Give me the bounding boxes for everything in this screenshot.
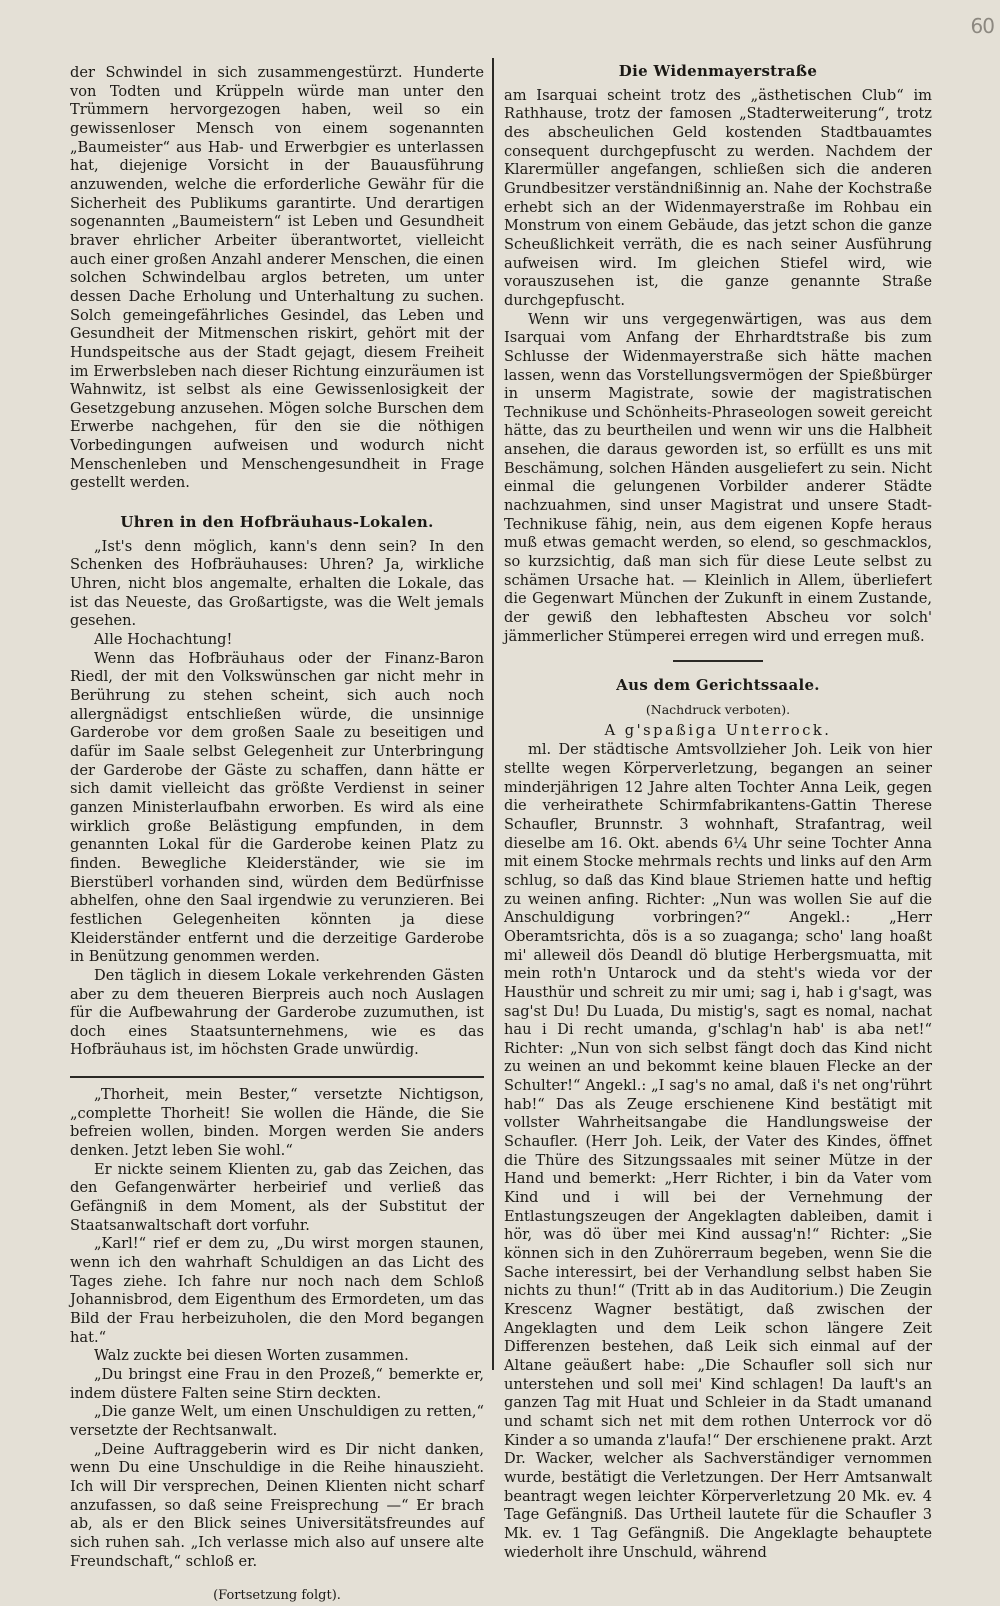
right-column <box>504 64 932 1562</box>
heading-gerichtssaale: Aus dem Gerichtssaale. <box>616 676 820 695</box>
heading-uhren: Uhren in den Hofbräuhaus-Lokalen. <box>120 513 434 532</box>
gericht-paragraph-1: ml. Der städtische Amtsvollzieher Joh. Leik von hier stellte wegen Körperverletzung, begangen an seiner minderjährigen 12 Jahre alten Tochter Anna Leik, gegen die verheirathete Schirmfabrikantens-Gattin Therese Schaufler, Brunnstr. 3 wohnhaft, Strafantrag, weil dieselbe am 16. Okt. abends 6¼ Uhr seine Tochter Anna mit einem Stocke mehrmals rechts und links auf den Arm schlug, so daß das Kind blaue Striemen hatte und heftig zu weinen anfing. Richter: „Nun was wollen Sie auf die Anschuldigung vorbringen?“ Angekl.: „Herr Oberamtsrichta, dös is a so zuaganga; scho' lang hoaßt mi' alleweil dös Deandl dö blutige Herbergsmuatta, mit mein roth'n Untarock und da steht's wieda vor der Hausthür und schreit zu mir umi; sag i, hab i g'sagt, was sag'st Du! Du Luada, Du mistig's, sagt es nomal, nachat hau i Di recht umanda, g'schlag'n hab' is aba net!“ Richter: „Nun von sich selbst fängt doch das Kind nicht zu weinen an und bekommt keine blauen Flecke an der Schulter!“ Angekl.: „I sag's no amal, daß i's net ong'rührt hab!“ Das als Zeuge erschienene Kind bestätigt mit vollster Wahrheitsangabe die Handlungsweise der Schaufler. (Herr Joh. Leik, der Vater des Kindes, öffnet die Thüre des Sitzungssaales mit seiner Mütze in der Hand und bemerkt: „Herr Richter, i bin da Vater vom Kind und i will bei der Vernehmung der Entlastungszeugen der Angeklagten dableiben, damit i hör, was dö über mei Kind aussag'n!“ Richter: „Sie können sich in den Zuhörerraum begeben, wenn Sie die Sache interessirt, bei der Verhandlung selbst haben Sie nichts zu thun!“ (Tritt ab in das Auditorium.) Die Zeugin Krescenz Wagner bestätigt, daß zwischen der Angeklagten und dem Leik schon längere Zeit Differenzen bestehen, daß Leik sich einmal auf der Altane geäußert habe: „Die Schaufler soll sich nur unterstehen und soll mei' Kind schlagen! Da lauft's an ganzen Tag mit Huat und Schleier in da Stadt umanand und schamt sich net mit dem rothen Unterrock vor dö Kinder a so umanda z'laufa!“ Der erschienene prakt. Arzt Dr. Wacker, welcher als Sachverständiger vernommen wurde, bestätigt die Verletzungen. Der Herr Amtsanwalt beantragt wegen leichter Körperverletzung 20 Mk. ev. 4 Tage Gefängniß. Das Urtheil lautete für die Schaufler 3 Mk. ev. 1 Tag Gefängniß. Die Angeklagte behauptete wiederholt ihre Unschuld, während <box>504 741 932 1561</box>
novel-paragraph-5: „Du bringst eine Frau in den Prozeß,“ bemerkte er, indem düstere Falten seine Stirn deckten. <box>70 1365 484 1402</box>
uhren-paragraph-4: Den täglich in diesem Lokale verkehrenden Gästen aber zu dem theueren Bierpreis auch noch Auslagen für die Aufbewahrung der Garderobe zuzumuthen, ist doch eines Staatsunternehmens, wie es das Hofbräuhaus ist, im höchsten Grade unwürdig. <box>70 966 484 1059</box>
novel-paragraph-3: „Karl!“ rief er dem zu, „Du wirst morgen staunen, wenn ich den wahrhaft Schuldigen an das Licht des Tages ziehe. Ich fahre nur noch nach dem Schloß Johannisbrod, dem Eigenthum des Ermordeten, um das Bild der Frau herbeizuholen, die den Mord begangen hat.“ <box>70 1235 484 1346</box>
widen-paragraph-2: Wenn wir uns vergegenwärtigen, was aus dem Isarquai vom Anfang der Ehrhardtstraße bis zum Schlusse der Widenmayerstraße sich hätte machen lassen, wenn das Vorstellungsvermögen der Spießbürger in unserm Magistrate, sowie der magistratischen Technikuse und Schönheits-Phraseologen soweit gereicht hätte, das zu beurtheilen und wenn wir uns die Halbheit ansehen, die daraus geworden ist, so erfüllt es uns mit Beschämung, solchen Händen ausgeliefert zu sein. Nicht einmal die gelungenen Vorbilder anderer Städte nachzuahmen, sind unser Magistrat und unsere Stadt-Technikuse fähig, nein, aus dem eigenen Kopfe heraus muß etwas gemacht werden, so elend, so geschmacklos, so kurzsichtig, daß man sich für diese Leute selbst zu schämen Ursache hat. — Kleinlich in Allem, überliefert die Gegenwart München der Zukunft in einem Zustande, der gewiß den lebhaftesten Abscheu vor solch' jämmerlicher Stümperei erregen wird und erregen muß. <box>504 310 932 645</box>
article-continuation: der Schwindel in sich zusammengestürzt. Hunderte von Todten und Krüppeln würde man unter den Trümmern hervorgezogen haben, weil so ein gewissenloser Mensch von einem sogenannten „Baumeister“ aus Hab- und Erwerbgier es unterlassen hat, diejenige Vorsicht in der Bauausführung anzuwenden, welche die erforderliche Gewähr für die Sicherheit des Publikums garantirte. Und derartigen sogenannten „Baumeistern“ ist Leben und Gesundheit braver ehrlicher Arbeiter überantwortet, vielleicht auch einer großen Anzahl anderer Menschen, die einen solchen Schwindelbau arglos betreten, um unter dessen Dache Erholung und Unterhaltung zu suchen. Solch gemeingefährliches Gesindel, das Leben und Gesundheit der Mitmenschen riskirt, gehört mit der Hundspeitsche aus der Stadt gejagt, diesem Freiheit im Erwerbsleben nach dieser Richtung einzuräumen ist Wahnwitz, ist selbst als eine Gewissenlosigkeit der Gesetzgebung anzusehen. Mögen solche Burschen dem Erwerbe nachgehen, für den sie die nöthigen Vorbedingungen aufweisen und wodurch nicht Menschenleben und Menschengesundheit in Frage gestellt werden. <box>70 64 484 492</box>
column-rule <box>492 58 494 1370</box>
section-divider <box>70 1076 484 1078</box>
novel-paragraph-1: „Thorheit, mein Bester,“ versetzte Nichtigson, „complette Thorheit! Sie wollen die Hände, die Sie befreien wollen, binden. Morgen werden Sie anders denken. Jetzt leben Sie wohl.“ <box>70 1086 484 1160</box>
heading-widenmayerstrasse: Die Widenmayerstraße <box>618 62 818 80</box>
article-subtitle: A g'spaßiga Unterrock. <box>604 721 832 739</box>
novel-paragraph-6: „Die ganze Welt, um einen Unschuldigen zu retten,“ versetzte der Rechtsanwalt. <box>70 1403 484 1439</box>
reprint-note: (Nachdruck verboten). <box>645 702 791 717</box>
uhren-paragraph-2: Alle Hochachtung! <box>94 631 233 649</box>
novel-paragraph-7: „Deine Auftraggeberin wird es Dir nicht danken, wenn Du eine Unschuldige in die Reihe hinauszieht. Ich will Dir versprechen, Deinen Klienten nicht scharf anzufassen, so daß seine Freisprechung —“ Er brach ab, als er den Blick seines Universitätsfreundes auf sich ruhen sah. „Ich verlasse mich also auf unsere alte Freundschaft,“ schloß er. <box>70 1440 484 1570</box>
uhren-paragraph-3: Wenn das Hofbräuhaus oder der Finanz-Baron Riedl, der mit den Volkswünschen gar nicht mehr in Berührung zu stehen scheint, sich auch noch allergnädigst entschließen würde, die unsinnige Garderobe vor dem großen Saale zu beseitigen und dafür im Saale selbst Gelegenheit zur Unterbringung der Garderobe der Gäste zu schaffen, dann hätte er sich damit vielleicht das größte Verdienst in seiner ganzen Ministerlaufbahn erworben. Es wird als eine wirklich große Belästigung empfunden, in dem genannten Lokal für die Garderobe keinen Platz zu finden. Bewegliche Kleiderständer, wie sie im Bierstüberl vorhanden sind, würden dem Bedürfnisse abhelfen, ohne den Saal irgendwie zu verunzieren. Bei festlichen Gelegenheiten könnten ja diese Kleiderständer entfernt und die derzeitige Garderobe in Benützung genommen werden. <box>70 649 484 966</box>
novel-paragraph-2: Er nickte seinem Klienten zu, gab das Zeichen, das den Gefangenwärter herbeirief und verließ das Gefängniß in dem Moment, als der Substitut der Staatsanwaltschaft dort vorfuhr. <box>70 1160 484 1234</box>
left-column <box>70 64 484 1606</box>
page-number: 60 <box>970 14 994 38</box>
novel-paragraph-4: Walz zuckte bei diesen Worten zusammen. <box>94 1347 409 1365</box>
widen-paragraph-1: am Isarquai scheint trotz des „ästhetischen Club“ im Rathhause, trotz der famosen „Stadterweiterung“, trotz des abscheulichen Geld kostenden Stadtbauamtes consequent durchgepfuscht zu werden. Nachdem der Klarermüller angefangen, schließen sich die anderen Grundbesitzer verständnißinnig an. Nahe der Kochstraße erhebt sich an der Widenmayerstraße im Rohbau ein Monstrum von einem Gebäude, das jetzt schon die ganze Scheußlichkeit verräth, die es nach seiner Ausführung aufweisen wird. Im gleichen Stiefel wird, wie vorauszusehen ist, die ganze genannte Straße durchgepfuscht. <box>504 86 932 309</box>
uhren-paragraph-1: „Ist's denn möglich, kann's denn sein? In den Schenken des Hofbräuhauses: Uhren? Ja, wirkliche Uhren, nicht blos angemalte, erhalten die Lokale, das ist das Neueste, das Großartigste, was die Welt jemals gesehen. <box>70 537 484 630</box>
continuation-note: (Fortsetzung folgt). <box>213 1588 341 1604</box>
short-divider <box>673 660 763 662</box>
